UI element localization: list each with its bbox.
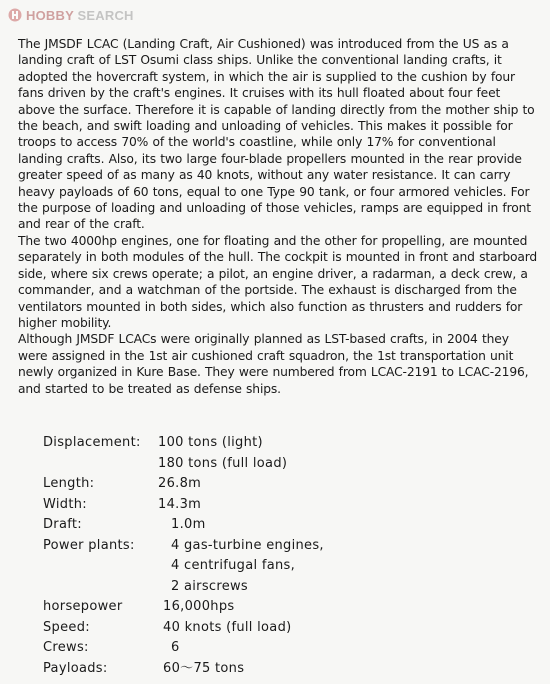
spec-label: Crews: [43, 640, 89, 655]
spec-value: 16,000hps [163, 599, 235, 614]
spec-value: 60〜75 tons [163, 660, 245, 676]
spec-label: Speed: [43, 619, 90, 635]
logo-text [26, 8, 134, 23]
spec-value: 4 centrifugal fans, [171, 558, 296, 573]
spec-row-horsepower [43, 597, 324, 618]
spec-row-length [43, 474, 324, 495]
spec-row-crews [43, 638, 324, 659]
logo-text-search: SEARCH [73, 7, 134, 23]
hobby-search-logo [8, 6, 134, 24]
spec-row-width [43, 495, 324, 516]
spec-row-payloads [43, 659, 324, 680]
spec-row-displacement [43, 433, 324, 474]
hobby-search-logo-icon [8, 8, 22, 22]
spec-label: horsepower [43, 599, 123, 614]
logo-text-hobby: HOBBY [26, 7, 74, 23]
spec-value: 1.0m [171, 517, 206, 532]
spec-row-power-plants [43, 536, 324, 598]
spec-label: Draft: [43, 517, 82, 532]
spec-row-speed [43, 618, 324, 639]
spec-value: 14.3m [158, 496, 202, 512]
spec-value: 26.8m [158, 476, 202, 491]
description-text [18, 36, 540, 397]
spec-label: Displacement: [43, 435, 141, 450]
spec-value: 6 [171, 640, 180, 655]
spec-label: Payloads: [43, 660, 108, 676]
paragraph-intro: The JMSDF LCAC (Landing Craft, Air Cushioned) was introduced from the US as a landing craft of LST Osumi class ships. Unlike the conventional landing crafts, it adopted the hovercraft system, in which the air is supplied to the cushion by four fans driven by the craft's engines. It cruises with its hull floated about four feet above the surface. Therefore it is capable of landing directly from the mother ship to the beach, and swift loading and unloading of vehicles. This makes it possible for troops to access 70% of the world's coastline, while only 17% for conventional landing crafts. Also, its two large four-blade propellers mounted in the rear provide greater speed of as many as 40 knots, without any water resistance. It can carry heavy payloads of 60 tons, equal to one Type 90 tank, or four armored vehicles. For the purpose of loading and unloading of those vehicles, ramps are equipped in front and rear of the craft. [18, 37, 535, 232]
spec-value: 100 tons (light) [158, 435, 263, 450]
spec-row-draft [43, 515, 324, 536]
spec-label: Length: [43, 476, 95, 491]
spec-label: Width: [43, 496, 87, 512]
paragraph-service: Although JMSDF LCACs were originally planned as LST-based crafts, in 2004 they were assigned in the 1st air cushioned craft squadron, the 1st transportation unit newly organized in Kure Base. They were numbered from LCAC-2191 to LCAC-2196, and started to be treated as defense ships. [18, 332, 529, 396]
spec-label: Power plants: [43, 537, 135, 553]
paragraph-engines: The two 4000hp engines, one for floating and the other for propelling, are mounted separately in both modules of the hull. The cockpit is mounted in front and starboard side, where six crews operate; a pilot, an engine driver, a radarman, a deck crew, a commander, and a watchman of the portside. The exhaust is discharged from the ventilators mounted in both sides, which also function as thrusters and rudders for higher mobility. [18, 233, 538, 330]
spec-value: 4 gas-turbine engines, [171, 537, 324, 553]
spec-value: 180 tons (full load) [158, 455, 288, 471]
spec-value: 40 knots (full load) [163, 619, 292, 635]
spec-value: 2 airscrews [171, 578, 249, 594]
specifications-table [43, 433, 324, 679]
